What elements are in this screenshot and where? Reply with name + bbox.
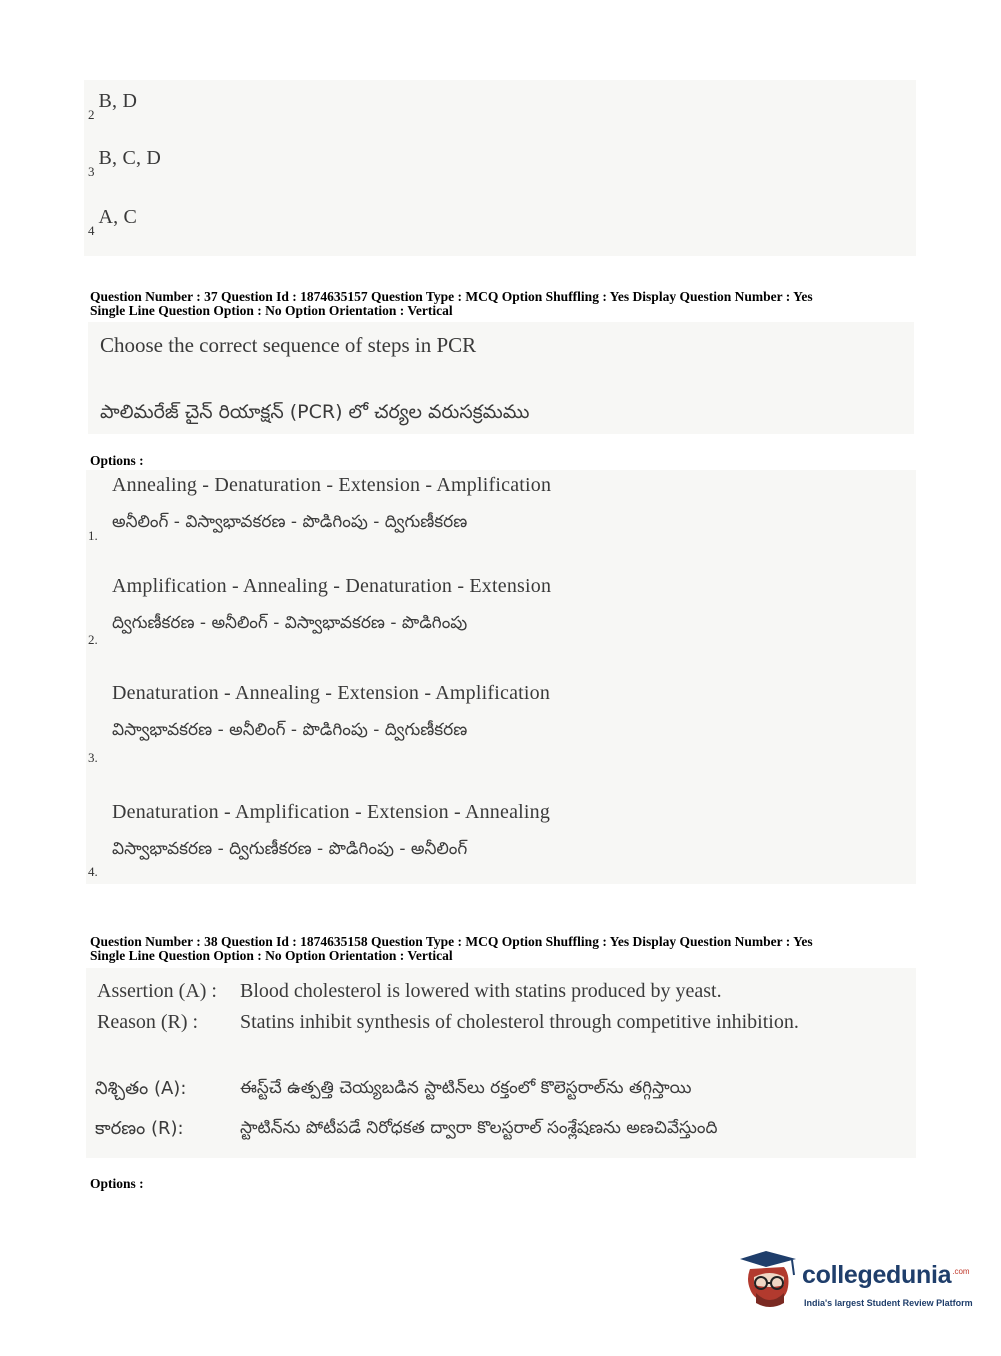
prev-option-2 [88, 90, 138, 122]
option-number: 2 [88, 107, 95, 122]
option-english: Amplification - Annealing - Denaturation - Extension [112, 575, 552, 597]
q38-assertion-label: Assertion (A) : [97, 980, 217, 1002]
option-number: 2. [88, 632, 98, 647]
q37-option-4 [88, 801, 688, 885]
logo-tagline: India's largest Student Review Platform [804, 1298, 973, 1308]
option-number: 4. [88, 864, 98, 879]
q38-assertion-label-telugu: నిశ్చితం (A): [95, 1078, 187, 1099]
option-telugu: విస్వాభావకరణ - ద్విగుణీకరణ - పొడిగింపు - అనీలింగ్ [112, 839, 468, 859]
collegedunia-logo[interactable] [740, 1245, 980, 1320]
option-telugu: ద్విగుణీకరణ - అనీలింగ్ - విస్వాభావకరణ - పొడిగింపు [112, 613, 468, 633]
q37-option-3 [88, 682, 688, 766]
q38-reason-text: Statins inhibit synthesis of cholesterol through competitive inhibition. [240, 1011, 799, 1033]
q38-reason-label: Reason (R) : [97, 1011, 199, 1033]
logo-suffix: .com [952, 1267, 970, 1276]
q37-meta-line-1: Question Number : 37 Question Id : 1874635157 Question Type : MCQ Option Shuffling : Yes Display Question Number : Yes [90, 289, 813, 304]
q37-meta-line-2: Single Line Question Option : No Option Orientation : Vertical [90, 303, 453, 318]
option-text: A, C [98, 206, 138, 228]
option-english: Denaturation - Amplification - Extension - Annealing [112, 801, 551, 823]
option-text: B, C, D [98, 147, 162, 169]
q38-options-label: Options : [90, 1176, 144, 1191]
q38-assertion-text-telugu: ఈస్ట్‌చే ఉత్పత్తి చెయ్యబడిన స్టాటిన్‌లు రక్తంలో కొలెస్టరాల్‌ను తగ్గిస్తాయి [240, 1078, 692, 1098]
mascot-icon [740, 1245, 800, 1313]
q37-options-label: Options : [90, 453, 144, 468]
q37-question-telugu: పాలిమరేజ్ చైన్ రియాక్షన్ (PCR) లో చర్యల వరుసక్రమము [100, 401, 530, 423]
q37-option-1 [88, 474, 688, 548]
q38-meta-line-1: Question Number : 38 Question Id : 1874635158 Question Type : MCQ Option Shuffling : Yes Display Question Number : Yes [90, 934, 813, 949]
option-number: 1. [88, 528, 98, 543]
option-telugu: విస్వాభావకరణ - అనీలింగ్ - పొడిగింపు - ద్విగుణీకరణ [112, 720, 468, 740]
option-english: Annealing - Denaturation - Extension - Amplification [112, 474, 552, 496]
q38-assertion-text: Blood cholesterol is lowered with statins produced by yeast. [240, 980, 722, 1002]
q37-option-2 [88, 575, 688, 649]
logo-name: collegedunia [802, 1261, 952, 1289]
option-text: B, D [98, 90, 138, 112]
q38-reason-label-telugu: కారణం (R): [95, 1118, 184, 1139]
option-english: Denaturation - Annealing - Extension - Amplification [112, 682, 551, 704]
prev-option-4 [88, 206, 138, 238]
option-telugu: అనీలింగ్ - విస్వాభావకరణ - పొడిగింపు - ద్విగుణీకరణ [112, 512, 468, 532]
option-number: 3 [88, 164, 95, 179]
option-number: 3. [88, 750, 98, 765]
prev-option-3 [88, 147, 162, 179]
logo-wordmark [802, 1261, 970, 1290]
q37-question-english: Choose the correct sequence of steps in PCR [100, 333, 477, 357]
q38-reason-text-telugu: స్టాటిన్‌ను పోటీపడే నిరోధకత ద్వారా కొలస్టరాల్ సంశ్లేషణను అణచివేస్తుంది [240, 1118, 718, 1138]
q38-meta-line-2: Single Line Question Option : No Option Orientation : Vertical [90, 948, 453, 963]
prev-options-block [84, 80, 916, 256]
option-number: 4 [88, 223, 95, 238]
